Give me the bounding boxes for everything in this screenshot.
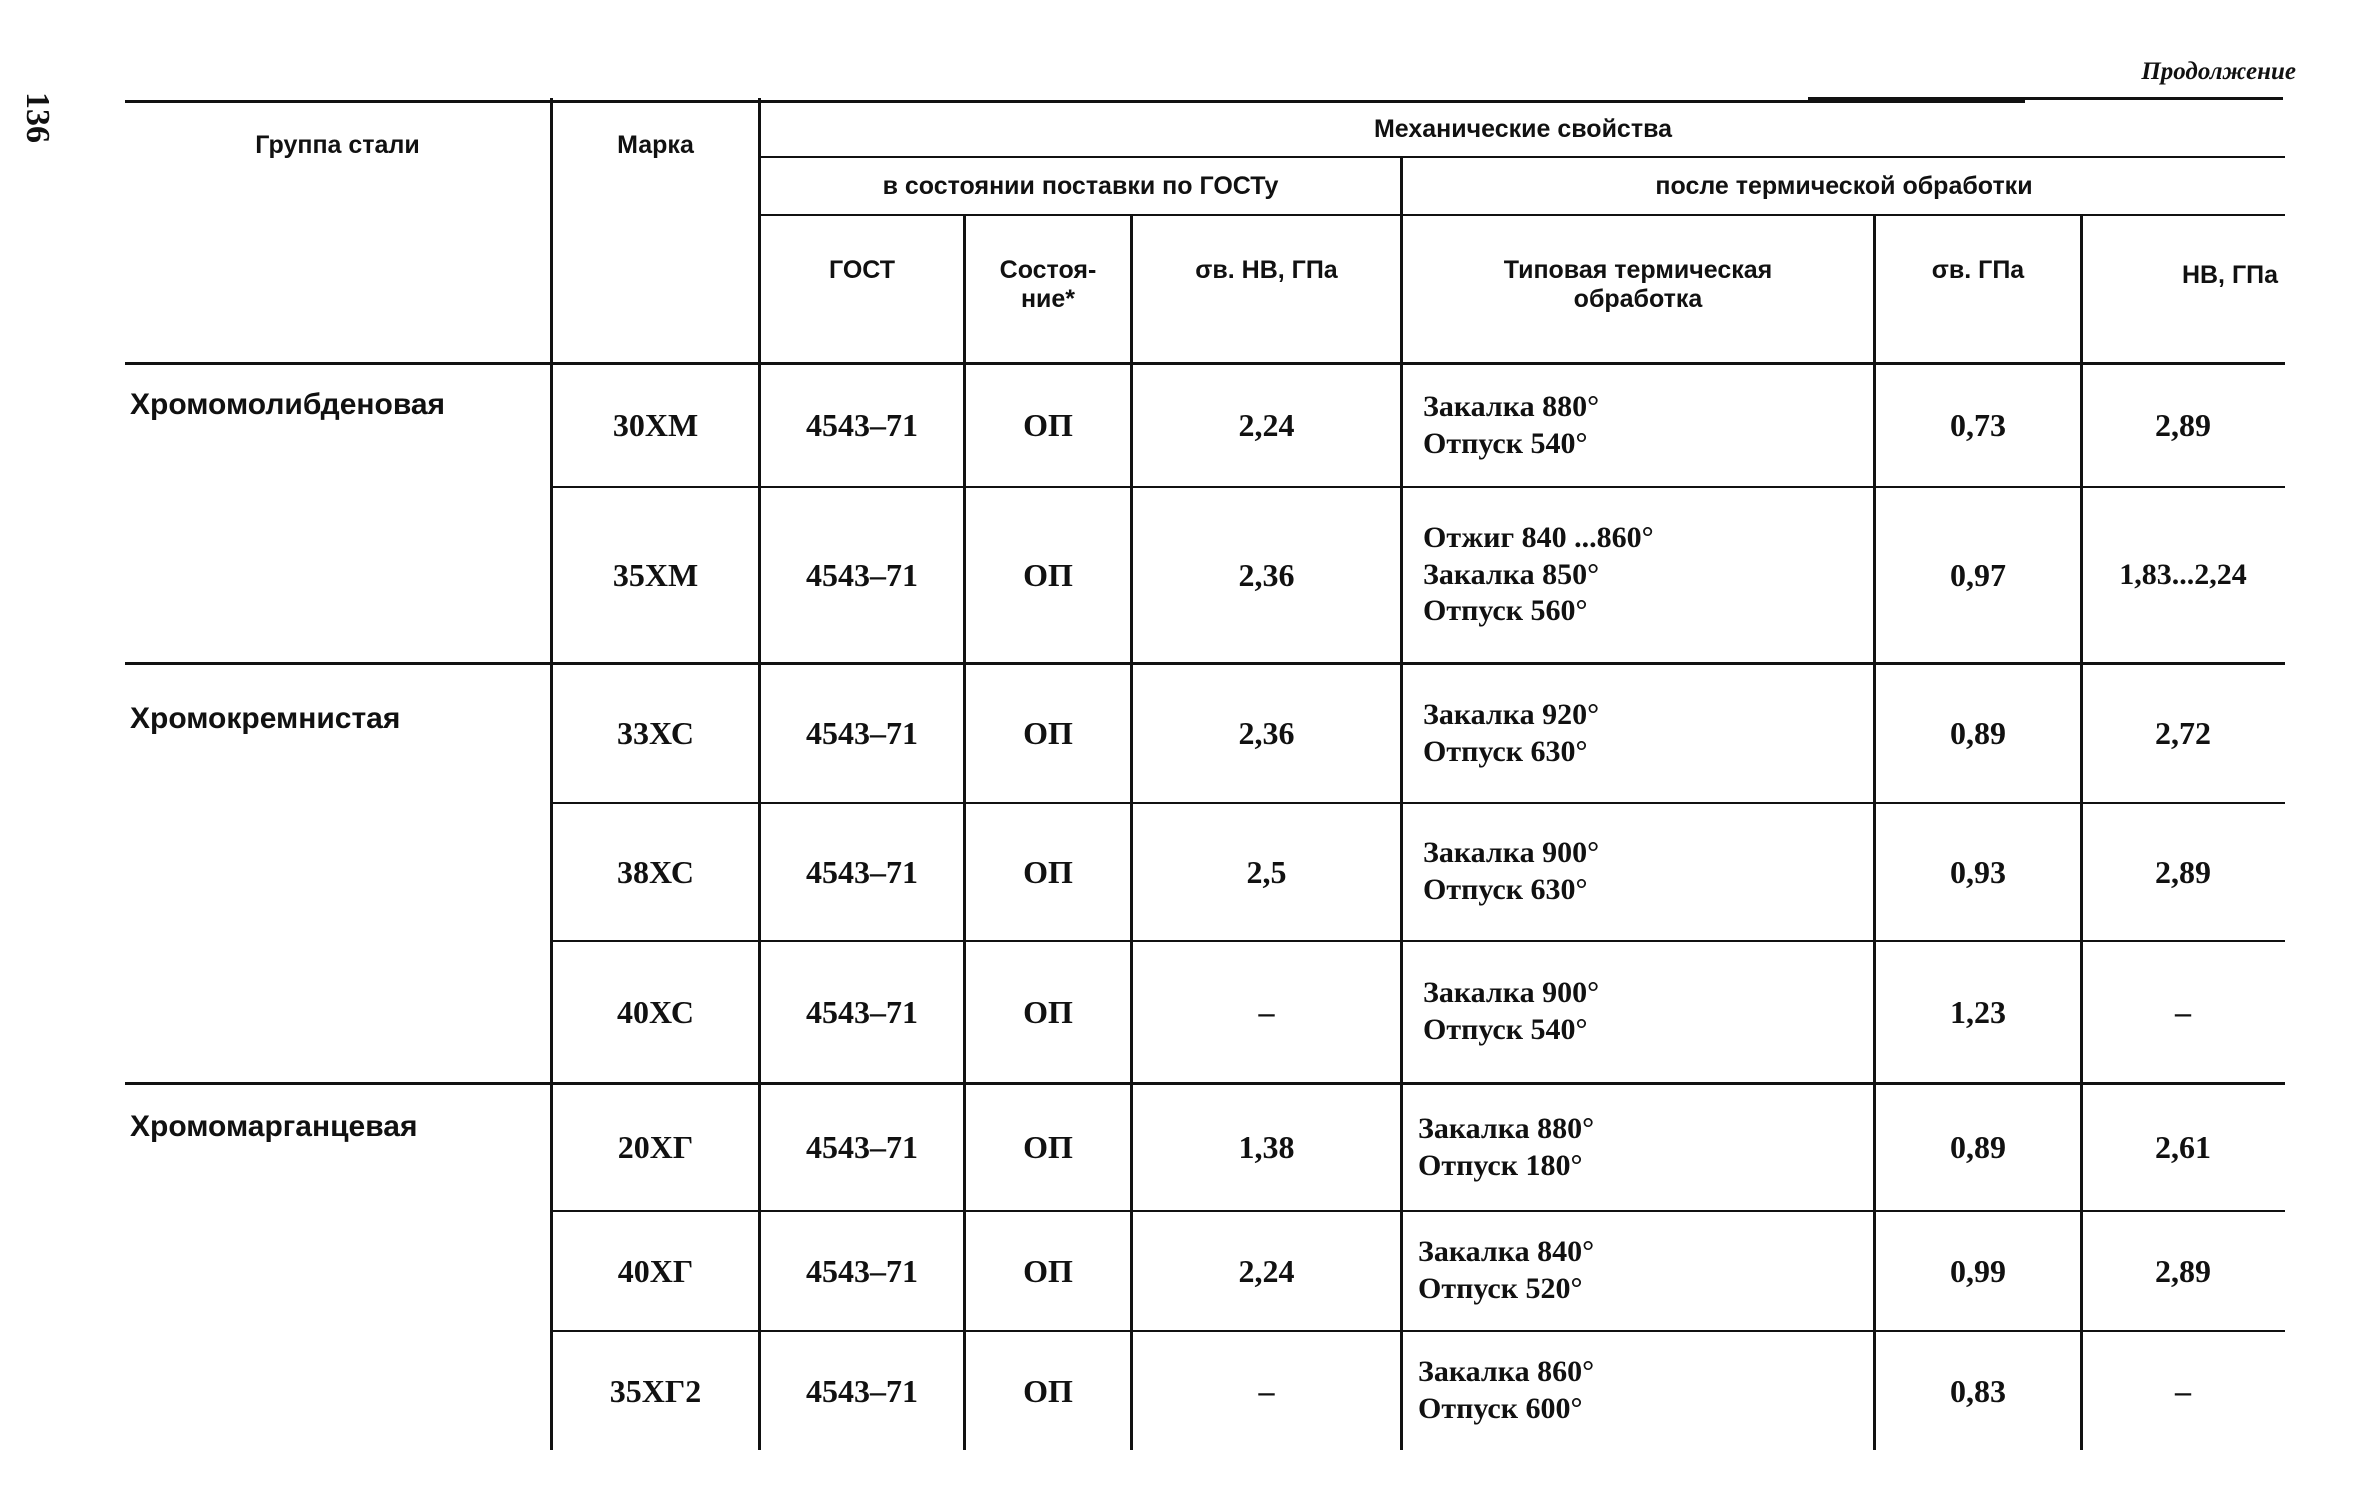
treatment-step: Отпуск 560°: [1423, 594, 1588, 628]
header-typical: [1403, 245, 1873, 325]
cell-sigma-hb: 1,38: [1238, 1129, 1295, 1165]
cell-gost: 4543–71: [806, 407, 918, 443]
cell-sigma: 0,89: [1950, 1129, 2006, 1165]
treatment-step: Отжиг 840 ...860°: [1423, 521, 1654, 555]
cell-gost: 4543–71: [806, 715, 918, 751]
cell-hb: –: [2175, 1372, 2191, 1409]
vline-supply-right: [1400, 156, 1403, 1450]
cell-hb: –: [2175, 993, 2191, 1030]
cell-treatment: [1418, 1085, 1873, 1210]
cell-treatment: [1423, 488, 1873, 662]
cell-hb: 2,61: [2155, 1129, 2211, 1165]
treatment-step: Отпуск 630°: [1423, 873, 1588, 906]
treatment-step: Отпуск 520°: [1418, 1272, 1583, 1305]
treatment-step: Закалка 900°: [1423, 836, 1600, 870]
cell-state: ОП: [1023, 1252, 1073, 1289]
cell-sigma: 0,89: [1950, 715, 2006, 751]
treatment-step: Закалка 860°: [1418, 1355, 1595, 1389]
cell-sigma: 0,99: [1950, 1252, 2006, 1289]
cell-gost: 4543–71: [806, 1252, 918, 1289]
cell-sigma-hb: –: [1258, 993, 1275, 1030]
header-typical-line1: Типовая термическая: [1503, 256, 1773, 285]
treatment-step: Закалка 920°: [1423, 697, 1600, 731]
treatment-step: Закалка 850°: [1423, 557, 1600, 591]
header-grade: Марка: [617, 130, 694, 159]
cell-hb: 2,89: [2155, 407, 2211, 443]
cell-sigma: 0,97: [1950, 556, 2006, 593]
cell-gost: 4543–71: [806, 853, 918, 890]
group-name: Хромомарганцевая: [130, 1110, 418, 1143]
cell-hb: 2,89: [2155, 1252, 2211, 1289]
cell-sigma-hb: –: [1258, 1372, 1275, 1409]
cell-hb: 2,72: [2155, 715, 2211, 751]
cell-treatment: [1423, 804, 1873, 940]
cell-grade: 40ХС: [617, 993, 694, 1030]
header-group: Группа стали: [255, 130, 420, 159]
header-supply: в состоянии поставки по ГОСТу: [882, 171, 1279, 200]
cell-sigma: 1,23: [1950, 993, 2006, 1030]
treatment-step: Отпуск 600°: [1418, 1392, 1583, 1425]
cell-state: ОП: [1023, 1372, 1073, 1409]
cell-treatment: [1423, 365, 1873, 486]
cell-grade: 38ХС: [617, 853, 694, 890]
cell-treatment: [1418, 1212, 1873, 1330]
cell-state: ОП: [1023, 853, 1073, 890]
cell-grade: 33ХС: [617, 715, 694, 751]
cell-grade: 40ХГ: [617, 1252, 694, 1289]
header-typical-line2: обработка: [1573, 285, 1703, 313]
cell-gost: 4543–71: [806, 556, 918, 593]
rule-top-right: [1808, 97, 2283, 100]
treatment-step: Закалка 840°: [1418, 1235, 1595, 1269]
cell-state: ОП: [1023, 993, 1073, 1030]
cell-sigma-hb: 2,24: [1238, 1252, 1295, 1289]
cell-grade: 35ХМ: [612, 556, 699, 593]
cell-treatment: [1423, 942, 1873, 1082]
cell-state: ОП: [1023, 1129, 1073, 1165]
cell-state: ОП: [1023, 715, 1073, 751]
cell-state: ОП: [1023, 556, 1073, 593]
cell-treatment: [1423, 665, 1873, 802]
header-state-line1: Состоя-: [999, 256, 1097, 285]
treatment-step: Отпуск 540°: [1423, 426, 1588, 460]
cell-grade: 35ХГ2: [609, 1372, 702, 1409]
treatment-step: Закалка 880°: [1423, 389, 1600, 423]
header-state-line2: ние*: [1020, 285, 1076, 313]
cell-hb: 2,89: [2155, 853, 2211, 890]
cell-gost: 4543–71: [806, 1129, 918, 1165]
cell-sigma-hb: 2,36: [1238, 715, 1295, 751]
page-number: 136: [19, 92, 56, 143]
treatment-step: Отпуск 180°: [1418, 1148, 1583, 1182]
header-gost: ГОСТ: [829, 255, 895, 284]
group-name: Хромомолибденовая: [130, 388, 446, 421]
cell-gost: 4543–71: [806, 993, 918, 1030]
header-hb: НВ, ГПа: [2181, 260, 2278, 289]
cell-gost: 4543–71: [806, 1372, 918, 1409]
cell-treatment: [1418, 1332, 1873, 1450]
header-heat: после термической обработки: [1655, 171, 2033, 200]
group-name: Хромокремнистая: [130, 702, 401, 735]
header-sigma-hb: σв. НВ, ГПа: [1195, 255, 1338, 284]
header-mech: Механические свойства: [1373, 115, 1673, 144]
header-sigma: σв. ГПа: [1931, 255, 2025, 284]
cell-sigma-hb: 2,36: [1238, 556, 1295, 593]
cell-grade: 20ХГ: [617, 1129, 694, 1165]
rule-supply: [760, 214, 2285, 216]
cell-grade: 30ХМ: [612, 407, 699, 443]
treatment-step: Отпуск 630°: [1423, 734, 1588, 768]
cell-sigma-hb: 2,5: [1246, 853, 1287, 890]
cell-sigma: 0,83: [1950, 1372, 2006, 1409]
cell-sigma: 0,73: [1950, 407, 2006, 443]
cell-sigma-hb: 2,24: [1238, 407, 1295, 443]
treatment-step: Закалка 880°: [1418, 1111, 1595, 1145]
treatment-step: Отпуск 540°: [1423, 1013, 1588, 1046]
header-state: [966, 245, 1130, 325]
continuation-label: Продолжение: [2141, 58, 2296, 85]
treatment-step: Закалка 900°: [1423, 976, 1600, 1010]
cell-sigma: 0,93: [1950, 853, 2006, 890]
cell-hb: 1,83...2,24: [2119, 558, 2247, 591]
cell-state: ОП: [1023, 407, 1073, 443]
